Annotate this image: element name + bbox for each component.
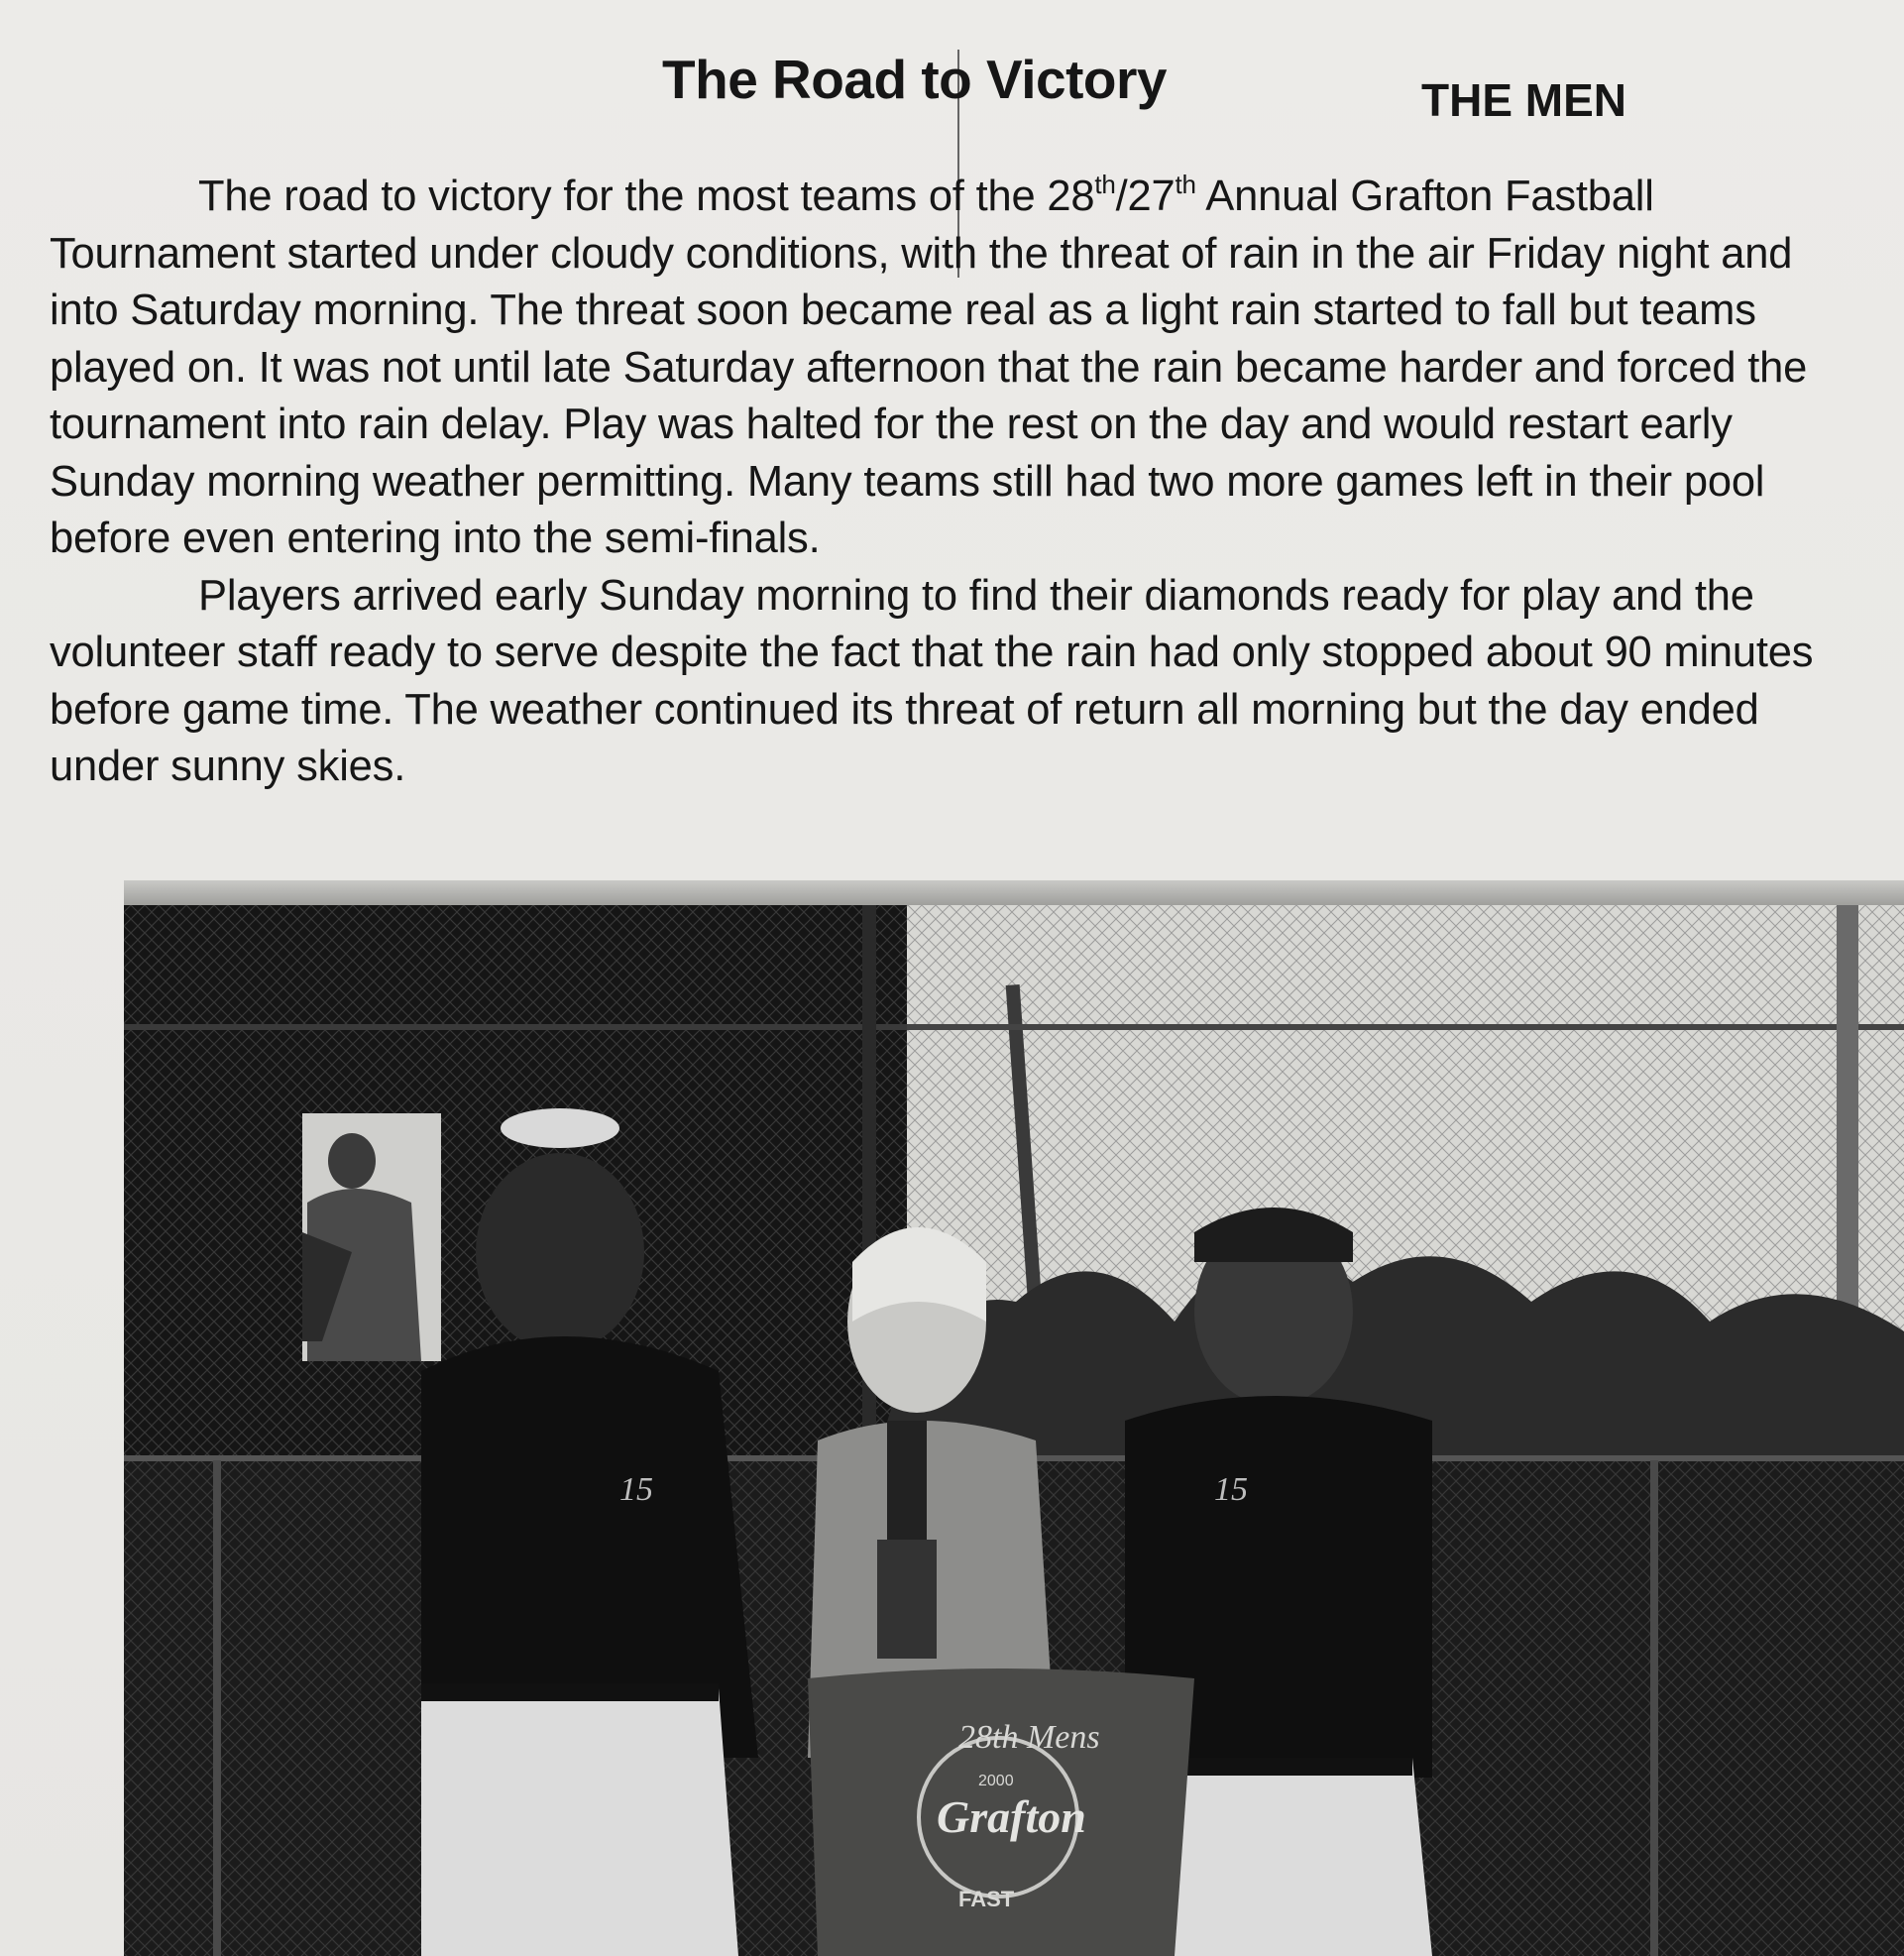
- page-title: The Road to Victory: [662, 49, 1167, 110]
- p1-mid: /27: [1115, 173, 1176, 220]
- tournament-photo: [124, 905, 1904, 1956]
- trophy: [887, 1421, 927, 1550]
- jersey-number-left: 15: [619, 1471, 653, 1508]
- p1-ordinal-1: th: [1094, 170, 1116, 199]
- article-paragraph-2: Players arrived early Sunday morning to find their diamonds ready for play and the volunteer staff ready to serve despite the fact that the rain had only stopped about 90 minutes before game time. The weather continued its threat of return all morning but the day ended under sunny skies.: [50, 571, 1814, 790]
- photo-top-edge: [124, 880, 1904, 908]
- banner-bottom-text: FAST: [958, 1887, 1015, 1911]
- section-label: THE MEN: [1421, 74, 1626, 126]
- tournament-banner: [808, 1668, 1194, 1956]
- article-paragraph-1: [50, 169, 1824, 568]
- p1-lead: The road to victory for the most teams of the 28: [198, 173, 1095, 220]
- article-body: [50, 169, 1824, 796]
- p1-rest: Annual Grafton Fastball Tournament started under cloudy conditions, with the threat of rain in the air Friday night and into Saturday morning. The threat soon became real as a light rain started to fall but teams played on. It was not until late Saturday afternoon that the rain became harder and forced the tournament into rain delay. Play was halted for the rest on the day and would restart early Sunday morning weather permitting. Many teams still had two more games left in their pool before even entering into the semi-finals.: [50, 173, 1808, 562]
- p1-ordinal-2: th: [1175, 170, 1196, 199]
- banner-name: Grafton: [937, 1791, 1086, 1842]
- photo-illustration: [124, 905, 1904, 1956]
- banner-year: 2000: [978, 1773, 1014, 1789]
- jersey-number-right: 15: [1214, 1471, 1248, 1508]
- banner-top-text: 28th Mens: [958, 1719, 1100, 1756]
